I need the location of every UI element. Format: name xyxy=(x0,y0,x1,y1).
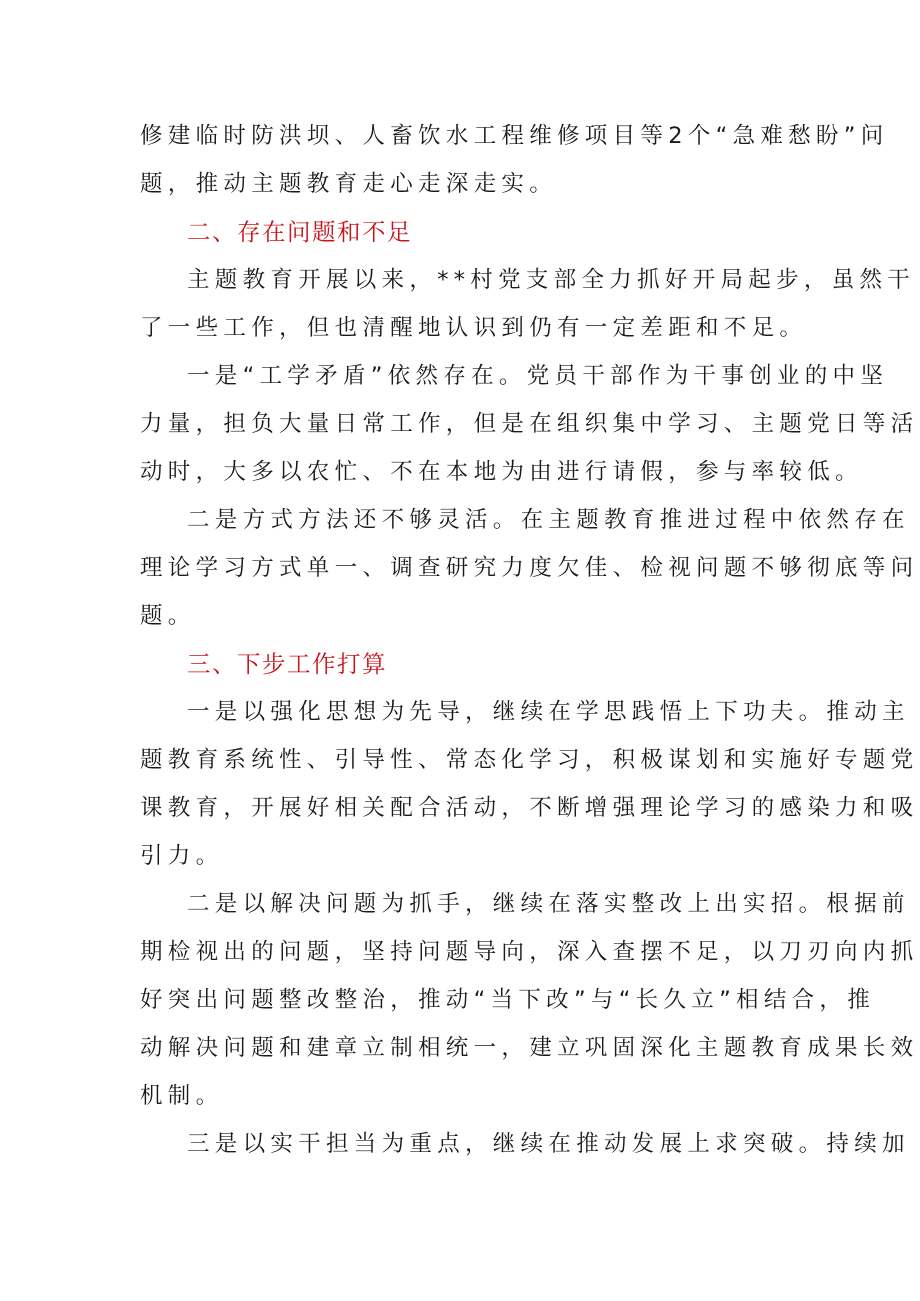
text-line: 课教育，开展好相关配合活动，不断增强理论学习的感染力和吸 xyxy=(140,795,919,821)
paragraph-2-2 xyxy=(140,352,919,496)
paragraph-2-1 xyxy=(140,256,916,352)
document-body xyxy=(140,112,919,1168)
paragraph-3-2 xyxy=(140,880,919,1120)
text-line: 力量，担负大量日常工作，但是在组织集中学习、主题党日等活 xyxy=(140,411,919,437)
text-line: 题教育系统性、引导性、常态化学习，积极谋划和实施好专题党 xyxy=(140,747,919,773)
text-line: 三是以实干担当为重点，继续在推动发展上求突破。持续加 xyxy=(187,1131,910,1157)
text-line: 一是以强化思想为先导，继续在学思践悟上下功夫。推动主 xyxy=(187,699,910,725)
text-line: 引力。 xyxy=(140,843,224,869)
text-line: 机制。 xyxy=(140,1083,224,1109)
text-line: 动时，大多以农忙、不在本地为由进行请假，参与率较低。 xyxy=(140,459,863,485)
section-heading-2: 二、存在问题和不足 xyxy=(187,218,412,246)
text-line: 主题教育开展以来，**村党支部全力抓好开局起步，虽然干 xyxy=(187,267,916,293)
paragraph-2-3 xyxy=(140,496,919,640)
text-line: 题。 xyxy=(140,603,196,629)
text-line: 好突出问题整改整治，推动“当下改”与“长久立”相结合，推 xyxy=(140,987,876,1013)
paragraph-3-3 xyxy=(140,1120,910,1168)
intro-paragraph xyxy=(140,112,889,208)
text-line: 动解决问题和建章立制相统一，建立巩固深化主题教育成果长效 xyxy=(140,1035,919,1061)
text-line: 理论学习方式单一、调查研究力度欠佳、检视问题不够彻底等问 xyxy=(140,555,919,581)
section-heading-3: 三、下步工作打算 xyxy=(187,650,387,678)
text-line: 题，推动主题教育走心走深走实。 xyxy=(140,171,558,197)
paragraph-3-1 xyxy=(140,688,919,880)
text-line: 二是以解决问题为抓手，继续在落实整改上出实招。根据前 xyxy=(187,891,910,917)
text-line: 了一些工作，但也清醒地认识到仍有一定差距和不足。 xyxy=(140,315,808,341)
text-line: 二是方式方法还不够灵活。在主题教育推进过程中依然存在 xyxy=(187,507,910,533)
text-line: 修建临时防洪坝、人畜饮水工程维修项目等2个“急难愁盼”问 xyxy=(140,123,889,149)
text-line: 一是“工学矛盾”依然存在。党员干部作为干事创业的中坚 xyxy=(187,363,889,389)
text-line: 期检视出的问题，坚持问题导向，深入查摆不足，以刀刃向内抓 xyxy=(140,939,919,965)
